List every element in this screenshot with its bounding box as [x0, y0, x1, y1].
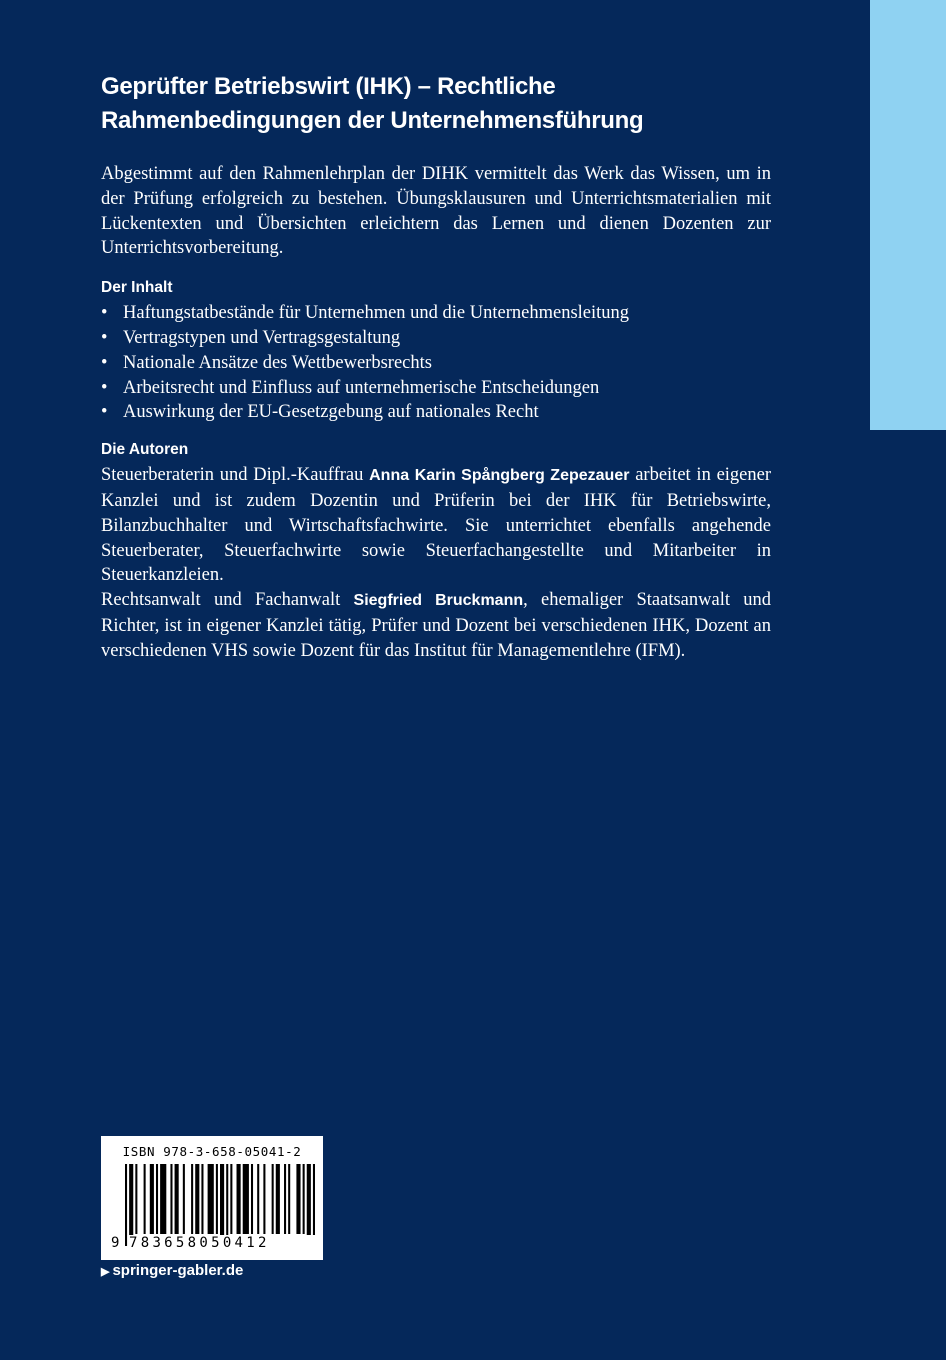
intro-paragraph: Abgestimmt auf den Rahmenlehrplan der DIHK vermittelt das Werk das Wissen, um in der Prüfung erfolgreich zu bestehen. Übungsklausuren und Unterrichtsmaterialien mit Lückentexten und Übersichten erleichtern das Lernen und dienen Dozenten zur Unterrichtsvorbereitung.	[101, 164, 771, 259]
bullet-icon: •	[101, 352, 108, 373]
isbn-barcode	[101, 1136, 323, 1260]
ean-first-digit: 9	[111, 1235, 120, 1251]
bullet-icon: •	[101, 377, 108, 398]
barcode-bar	[156, 1164, 158, 1234]
barcode-bar	[208, 1164, 214, 1234]
list-item: • Auswirkung der EU-Gesetzgebung auf nationales Recht	[101, 400, 771, 425]
barcode-bar	[276, 1164, 280, 1234]
ean-digits: 783658050412	[129, 1235, 317, 1251]
authors-paragraph: Steuerberaterin und Dipl.-Kauffrau Anna Karin Spångberg Zepezauer arbeitet in eigener Kanzlei und ist zudem Dozentin und Prüferin bei der IHK für Betriebswirte, Bilanzbuchhalter und Wirtschaftsfachwirte. Sie unterrichtet ebenfalls angehende Steuerberater, Steuerfachwirte sowie Steuerfachangestellte und Mitarbeiter in Steuerkanzleien. Rechtsanwalt und Fachanwalt Siegfried Bruckmann, ehemaliger Staatsanwalt und Richter, ist in eigener Kanzlei tätig, Prüfer und Dozent bei verschiedenen IHK, Dozent an verschiedenen VHS sowie Dozent für das Institut für Managementlehre (IFM).	[101, 465, 772, 661]
barcode-bar	[226, 1164, 228, 1246]
author-name: Siegfried Bruckmann	[353, 592, 524, 610]
list-item: • Haftungstatbestände für Unternehmen und die Unternehmensleitung	[101, 301, 771, 326]
publisher-url[interactable]: ▶ springer-gabler.de	[101, 1262, 244, 1279]
contents-list	[101, 301, 771, 425]
barcode-bar	[303, 1164, 305, 1234]
barcode-bar	[160, 1164, 166, 1234]
barcode-bar	[284, 1164, 286, 1234]
bullet-icon: •	[101, 402, 108, 423]
barcode-bar	[296, 1164, 300, 1234]
barcode-bar	[257, 1164, 259, 1234]
barcode-bar	[144, 1164, 146, 1234]
barcode-bar	[237, 1164, 241, 1234]
bullet-icon: •	[101, 327, 108, 348]
authors-heading: Die Autoren	[101, 441, 189, 459]
barcode-bar	[313, 1164, 315, 1246]
barcode-bars	[125, 1164, 315, 1246]
author-name: Anna Karin Spångberg Zepezauer	[369, 467, 630, 485]
barcode-bar	[125, 1164, 127, 1246]
barcode-bar	[216, 1164, 218, 1234]
barcode-bar	[272, 1164, 274, 1234]
cover-text	[101, 70, 771, 664]
barcode-bar	[170, 1164, 172, 1234]
barcode-bar	[220, 1164, 224, 1246]
contents-heading: Der Inhalt	[101, 279, 173, 297]
isbn-label: ISBN 978-3-658-05041-2	[122, 1144, 302, 1159]
list-item: • Arbeitsrecht und Einfluss auf unternehmerische Entscheidungen	[101, 376, 771, 401]
bullet-icon: •	[101, 303, 108, 324]
barcode-bar	[251, 1164, 253, 1234]
barcode-bar	[191, 1164, 193, 1234]
barcode-bar	[195, 1164, 199, 1234]
barcode-bar	[307, 1164, 311, 1246]
barcode-bar	[243, 1164, 249, 1234]
barcode-bar	[175, 1164, 179, 1234]
list-item: • Vertragstypen und Vertragsgestaltung	[101, 326, 771, 351]
barcode-bar	[135, 1164, 137, 1234]
book-title: Geprüfter Betriebswirt (IHK) – Rechtliche Rahmenbedingungen der Unternehmensführung	[101, 73, 644, 134]
decorative-color-strip	[870, 0, 946, 430]
list-item: • Nationale Ansätze des Wettbewerbsrechts	[101, 351, 771, 376]
barcode-bar	[230, 1164, 232, 1234]
play-arrow-icon: ▶	[101, 1266, 110, 1278]
barcode-bar	[201, 1164, 203, 1234]
barcode-bar	[288, 1164, 290, 1234]
barcode-bar	[263, 1164, 265, 1234]
barcode-bar	[129, 1164, 133, 1246]
barcode-bar	[183, 1164, 185, 1234]
barcode-bar	[150, 1164, 154, 1234]
